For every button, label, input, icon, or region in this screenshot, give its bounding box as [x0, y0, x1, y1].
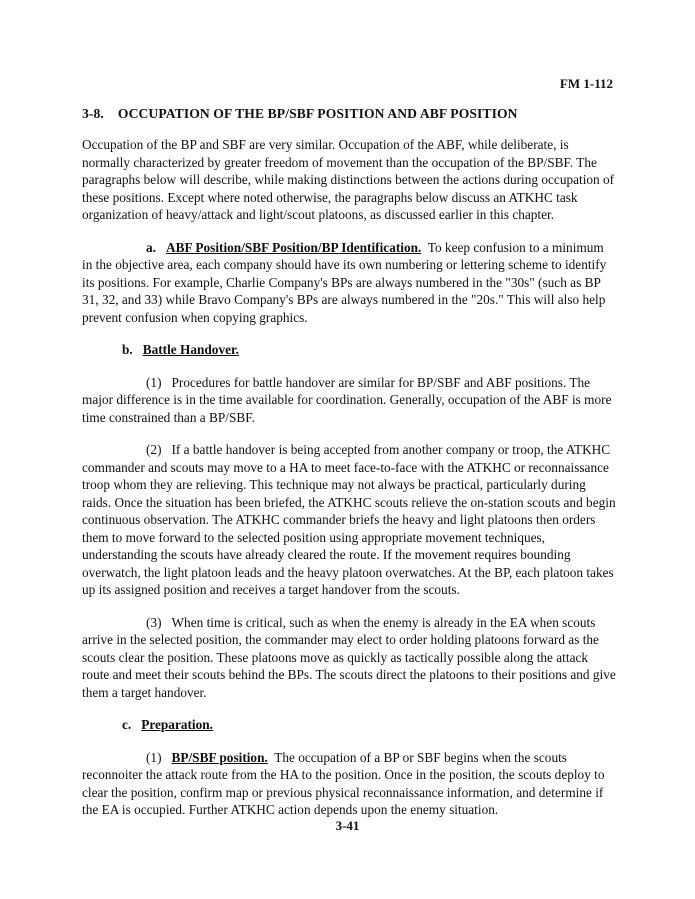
intro-paragraph: Occupation of the BP and SBF are very similar. Occupation of the ABF, while deliberate, is normally characterized by greater freedom of movement than the occupation of the BP/SBF. The paragraphs below will describe, while making distinctions between the actions during occupation of these positions. Except where noted otherwise, the paragraphs below discuss an ATKHC task organization of heavy/attack and light/scout platoons, as discussed earlier in this chapter. — [82, 137, 615, 222]
paragraph-c-heading: Preparation. — [141, 717, 213, 732]
section-title: OCCUPATION OF THE BP/SBF POSITION AND ABF POSITION — [117, 106, 518, 121]
paragraph-c-label: c. — [122, 717, 132, 732]
paragraph-a-label: a. — [146, 239, 156, 255]
paragraph-b-label: b. — [122, 342, 133, 357]
paragraph-b-3 — [82, 614, 616, 702]
document-body — [82, 136, 616, 834]
paragraph-a-text: To keep confusion to a minimum in the objective area, each company should have its own numbering or lettering scheme to identify its positions. For example, Charlie Company's BPs are always numbered in the "30s" (such as BP 31, 32, and 33) while Bravo Company's BPs are always numbered in the "20s." This will also help prevent confusion when copying graphics. — [82, 239, 607, 325]
paragraph-b-2-text: If a battle handover is being accepted from another company or troop, the ATKHC commander and scouts may move to a HA to meet face-to-face with the ATKHC or reconnaissance troop whom they are relieving. This technique may not always be practical, particularly during raids. Once the situation has been briefed, the ATKHC scouts relieve the on-station scouts and begin continuous observation. The ATKHC commander briefs the heavy and light platoons then orders them to move forward to the selected position using appropriate movement techniques, understanding the scouts have already cleared the route. If the movement requires bounding overwatch, the light platoon leads and the heavy platoon overwatches. At the BP, each platoon takes up its assigned position and receives a target handover from the scouts. — [82, 442, 616, 597]
paragraph-a-heading: ABF Position/SBF Position/BP Identification. — [165, 239, 422, 255]
paragraph-c-1-text: The occupation of a BP or SBF begins when the scouts reconnoiter the attack route from the HA to the position. Once in the position, the scouts deploy to clear the position, confirm map or previous physical reconnaissance information, and determine if the EA is occupied. Further ATKHC action depends upon the enemy situation. — [82, 749, 605, 817]
paragraph-b-heading: Battle Handover. — [142, 342, 239, 357]
paragraph-b-heading-line — [82, 341, 616, 359]
paragraph-c-1-heading: BP/SBF position. — [171, 749, 268, 765]
paragraph-b-1-num: (1) — [146, 374, 162, 390]
paragraph-b-3-num: (3) — [146, 614, 162, 630]
paragraph-b-1 — [82, 374, 616, 427]
manual-id-header: FM 1-112 — [559, 76, 613, 91]
page-number: 3-41 — [335, 818, 360, 833]
paragraph-b-1-text: Procedures for battle handover are similar for BP/SBF and ABF positions. The major difference is in the time available for coordination. Generally, occupation of the ABF is more time constrained than a BP/SBF. — [82, 374, 612, 425]
paragraph-c-1-num: (1) — [146, 749, 162, 765]
paragraph-b-3-text: When time is critical, such as when the enemy is already in the EA when scouts arrive in the selected position, the commander may elect to order holding platoons forward as the scouts clear the position. These platoons move as quickly as tactically possible along the attack route and meet their scouts behind the BPs. The scouts direct the platoons to their positions and give them a target handover. — [82, 614, 616, 700]
section-number: 3-8. — [82, 106, 104, 121]
paragraph-b-2 — [82, 441, 616, 599]
paragraph-a — [82, 239, 616, 327]
paragraph-b-2-num: (2) — [146, 442, 162, 457]
section-heading — [82, 106, 518, 122]
paragraph-c-1 — [82, 749, 616, 819]
paragraph-c-heading-line — [82, 716, 616, 734]
